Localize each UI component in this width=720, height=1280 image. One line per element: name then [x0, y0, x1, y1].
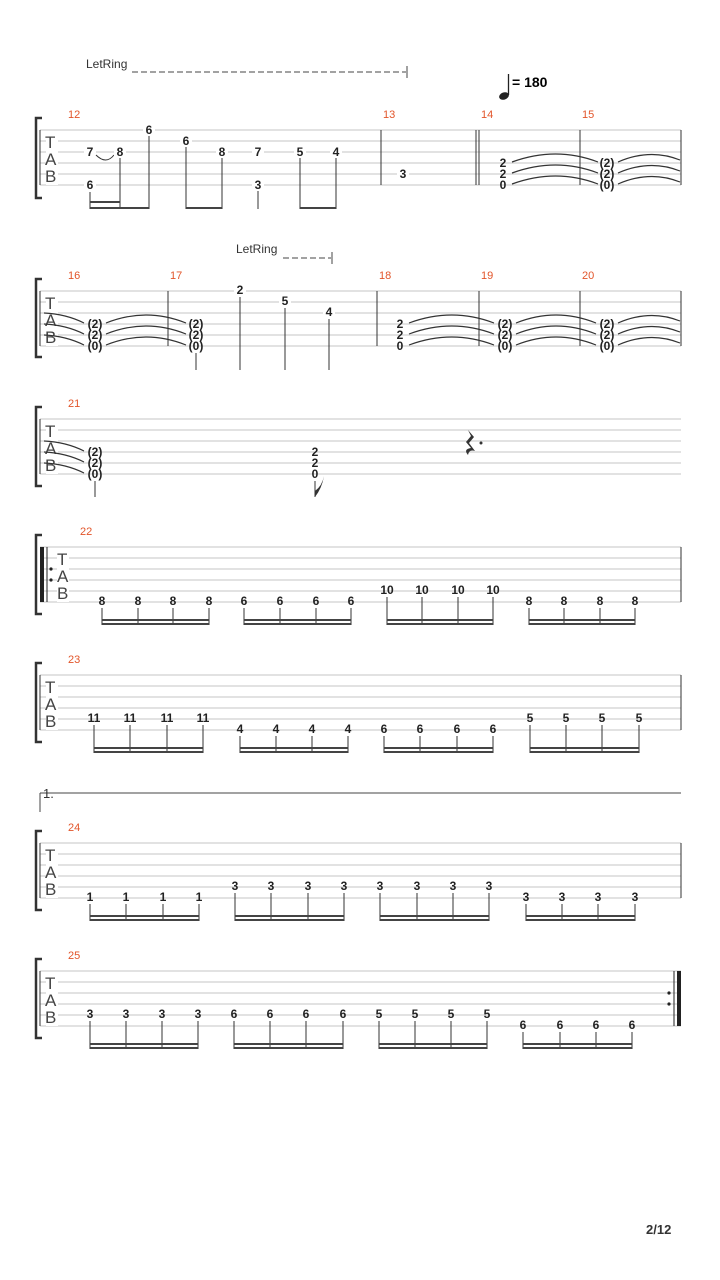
measure-23 [88, 711, 643, 736]
fret-number: (2) [599, 317, 615, 331]
clef-a: A [45, 991, 57, 1010]
measure-20 [600, 317, 615, 353]
tab-clef [45, 844, 58, 899]
fret-number: 0 [311, 467, 319, 481]
staff-lines [40, 419, 681, 474]
fret-number: 5 [296, 145, 304, 159]
measure-number-18: 18 [379, 270, 392, 282]
fret-number: (0) [599, 339, 615, 353]
fret-number: 8 [116, 145, 124, 159]
tie-arcs [44, 313, 680, 345]
tempo-marking [498, 74, 548, 101]
volta-bracket [40, 786, 681, 812]
fret-number: 8 [205, 594, 213, 608]
measure-18 [397, 317, 404, 353]
measure-25 [87, 1007, 636, 1032]
tab-clef [45, 676, 58, 731]
fret-number: 5 [483, 1007, 491, 1021]
fret-number: (0) [87, 467, 103, 481]
volta-label: 1. [43, 786, 54, 801]
fret-number: 8 [525, 594, 533, 608]
tie-arcs [512, 154, 680, 184]
fret-number: 4 [236, 722, 244, 736]
fret-number: 3 [485, 879, 493, 893]
fret-number: 6 [276, 594, 284, 608]
fret-number: 6 [347, 594, 355, 608]
measure-number-13: 13 [383, 109, 396, 121]
tab-system-7 [36, 950, 681, 1049]
fret-number: 3 [194, 1007, 202, 1021]
tab-system-6 [36, 822, 681, 921]
fret-number: 1 [195, 890, 203, 904]
tab-clef [45, 292, 58, 347]
fret-number: (2) [497, 317, 513, 331]
m22-beams [102, 619, 635, 625]
fret-number: 6 [453, 722, 461, 736]
fret-number: 4 [332, 145, 340, 159]
measure-number-25: 25 [68, 950, 81, 962]
fret-number: 2 [499, 156, 507, 170]
fret-number: 11 [160, 711, 174, 725]
fret-number: 8 [98, 594, 106, 608]
fret-number: 8 [169, 594, 177, 608]
fret-number: (2) [599, 167, 615, 181]
fret-number: 10 [415, 583, 429, 597]
fret-number: (2) [599, 328, 615, 342]
fret-number: 5 [598, 711, 606, 725]
fret-number: 10 [380, 583, 394, 597]
fret-number: 3 [158, 1007, 166, 1021]
fret-number: (2) [497, 328, 513, 342]
fret-number: 2 [499, 167, 507, 181]
fret-number: 6 [240, 594, 248, 608]
quarter-rest-icon [466, 430, 483, 455]
tab-clef [45, 131, 58, 186]
fret-number: (2) [87, 328, 103, 342]
tab-system-5 [36, 654, 681, 753]
measure-22 [99, 583, 639, 608]
fret-number: 4 [344, 722, 352, 736]
fret-number: 6 [145, 123, 153, 137]
fret-number: 10 [486, 583, 500, 597]
fret-number: 3 [231, 879, 239, 893]
fret-number: (2) [599, 156, 615, 170]
fret-number: 8 [218, 145, 226, 159]
fret-number: 7 [254, 145, 262, 159]
clef-b: B [45, 880, 57, 899]
barlines [40, 843, 681, 898]
let-ring-label: LetRing [86, 57, 128, 71]
fret-number: 5 [411, 1007, 419, 1021]
fret-number: 2 [236, 283, 244, 297]
fret-number: (0) [599, 178, 615, 192]
measure-number-23: 23 [68, 654, 81, 666]
measure-number-19: 19 [481, 270, 494, 282]
staff-lines [40, 843, 681, 898]
fret-number: 6 [339, 1007, 347, 1021]
fret-number: 11 [87, 711, 101, 725]
fret-number: 3 [413, 879, 421, 893]
fret-number: 1 [86, 890, 94, 904]
tab-system-3 [36, 398, 681, 497]
fret-number: 5 [635, 711, 643, 725]
fret-number: 1 [159, 890, 167, 904]
fret-number: 6 [86, 178, 94, 192]
fret-number: 10 [451, 583, 465, 597]
clef-t: T [45, 974, 56, 993]
clef-t: T [45, 294, 56, 313]
fret-number: (0) [497, 339, 513, 353]
fret-number: (2) [188, 317, 204, 331]
clef-a: A [45, 311, 57, 330]
clef-t: T [45, 422, 56, 441]
fret-number: 8 [134, 594, 142, 608]
measure-number-22: 22 [80, 526, 93, 538]
fret-number: 5 [526, 711, 534, 725]
measure-number-15: 15 [582, 109, 595, 121]
measure-12 [84, 123, 342, 192]
fret-number: 0 [499, 178, 507, 192]
fret-number: 4 [325, 305, 333, 319]
fret-number: 6 [416, 722, 424, 736]
fret-number: 5 [281, 294, 289, 308]
m12-beams [90, 201, 336, 209]
fret-number: 6 [266, 1007, 274, 1021]
fret-number: 3 [399, 167, 407, 181]
clef-b: B [45, 456, 57, 475]
fret-number: 6 [182, 134, 190, 148]
fret-number: 5 [562, 711, 570, 725]
measure-number-20: 20 [582, 270, 595, 282]
clef-b: B [45, 167, 57, 186]
clef-a: A [45, 863, 57, 882]
clef-t: T [45, 846, 56, 865]
fret-number: (0) [188, 339, 204, 353]
fret-number: 2 [311, 445, 319, 459]
fret-number: (0) [87, 339, 103, 353]
fret-number: (2) [87, 456, 103, 470]
fret-number: 3 [304, 879, 312, 893]
slur-arc [96, 155, 114, 160]
measure-17 [189, 283, 335, 353]
fret-number: 3 [86, 1007, 94, 1021]
page-number: 2/12 [646, 1222, 672, 1237]
repeat-end-icon [667, 971, 681, 1026]
fret-number: 3 [558, 890, 566, 904]
clef-t: T [57, 550, 68, 569]
measure-19 [498, 317, 513, 353]
fret-number: 3 [267, 879, 275, 893]
fret-number: 3 [254, 178, 262, 192]
clef-a: A [45, 439, 57, 458]
fret-number: 3 [631, 890, 639, 904]
fret-number: 3 [522, 890, 530, 904]
measure-number-17: 17 [170, 270, 183, 282]
measure-14 [500, 156, 507, 192]
clef-t: T [45, 678, 56, 697]
fret-number: 3 [122, 1007, 130, 1021]
measure-16 [88, 317, 103, 353]
fret-number: 2 [396, 328, 404, 342]
clef-a: A [45, 150, 57, 169]
tab-clef [45, 420, 58, 475]
clef-b: B [45, 328, 57, 347]
let-ring-label: LetRing [236, 242, 278, 256]
fret-number: 6 [302, 1007, 310, 1021]
fret-number: 5 [375, 1007, 383, 1021]
tab-system-2 [36, 242, 681, 370]
fret-number: 3 [376, 879, 384, 893]
clef-b: B [45, 712, 57, 731]
clef-b: B [45, 1008, 57, 1027]
clef-t: T [45, 133, 56, 152]
fret-number: 5 [447, 1007, 455, 1021]
fret-number: 6 [312, 594, 320, 608]
measure-number-24: 24 [68, 822, 81, 834]
m24-beams [90, 915, 635, 921]
clef-b: B [57, 584, 69, 603]
fret-number: 6 [230, 1007, 238, 1021]
measure-24 [87, 879, 639, 904]
fret-number: 6 [592, 1018, 600, 1032]
measure-13 [397, 167, 409, 181]
tab-system-1 [36, 57, 681, 209]
fret-number: (2) [188, 328, 204, 342]
fret-number: 11 [196, 711, 210, 725]
tab-clef [57, 548, 69, 603]
fret-number: 1 [122, 890, 130, 904]
tempo-value: = 180 [512, 74, 548, 90]
measure-15 [600, 156, 615, 192]
fret-number: 6 [556, 1018, 564, 1032]
measure-number-21: 21 [68, 398, 81, 410]
staff-lines [40, 971, 681, 1026]
fret-number: 6 [380, 722, 388, 736]
fret-number: 8 [560, 594, 568, 608]
fret-number: 8 [631, 594, 639, 608]
fret-number: 2 [396, 317, 404, 331]
fret-number: 6 [519, 1018, 527, 1032]
measure-number-14: 14 [481, 109, 494, 121]
fret-number: 2 [311, 456, 319, 470]
fret-number: 6 [489, 722, 497, 736]
measure-number-12: 12 [68, 109, 81, 121]
measure-number-16: 16 [68, 270, 81, 282]
fret-number: 3 [449, 879, 457, 893]
m25-beams [90, 1043, 632, 1049]
fret-number: (2) [87, 317, 103, 331]
fret-number: 4 [308, 722, 316, 736]
clef-a: A [45, 695, 57, 714]
fret-number: 0 [396, 339, 404, 353]
repeat-start-icon [40, 547, 53, 602]
m17-stems [196, 297, 329, 370]
fret-number: 8 [596, 594, 604, 608]
fret-number: 6 [628, 1018, 636, 1032]
fret-number: 11 [123, 711, 137, 725]
fret-number: (2) [87, 445, 103, 459]
fret-number: 7 [86, 145, 94, 159]
tab-clef [45, 972, 58, 1027]
tab-system-4 [36, 526, 681, 625]
m23-beams [94, 747, 639, 753]
fret-number: 3 [340, 879, 348, 893]
fret-number: 4 [272, 722, 280, 736]
clef-a: A [57, 567, 69, 586]
fret-number: 3 [594, 890, 602, 904]
